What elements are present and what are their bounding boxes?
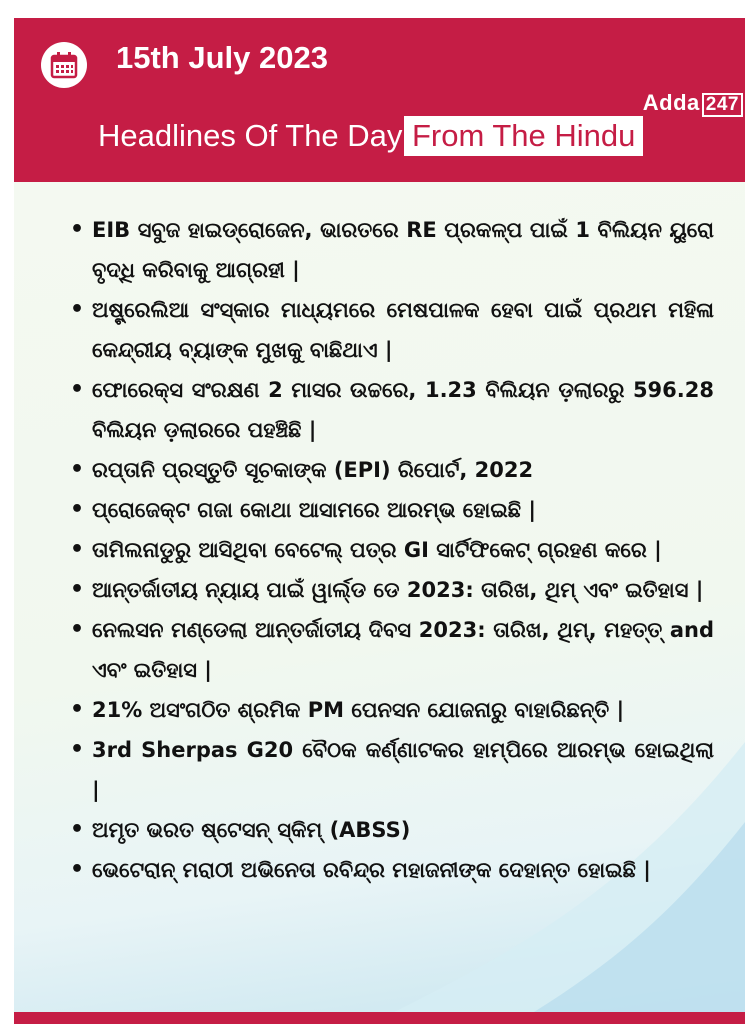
list-item: • ଆନ୍ତର୍ଜାତୀୟ ନ୍ୟାୟ ପାଇଁ ୱାର୍ଲ୍ଡ ଡେ 2023: ତାରିଖ, ଥିମ୍ ଏବଂ ଇତିହାସ | [66, 570, 714, 610]
list-item: • ଅଷ୍ଟ୍ରେଲିଆ ସଂସ୍କାର ମାଧ୍ୟମରେ ମେଷପାଳକ ହେବା ପାଇଁ ପ୍ରଥମ ମହିଳା କେନ୍ଦ୍ରୀୟ ବ୍ୟାଙ୍କ ମୁଖକୁ ବାଛିଥାଏ | [66, 290, 714, 370]
footer-band [14, 1012, 745, 1024]
list-item: • ନେଲସନ ମଣ୍ଡେଲା ଆନ୍ତର୍ଜାତୀୟ ଦିବସ 2023: ତାରିଖ, ଥିମ୍, ମହତ୍ତ୍ and ଏବଂ ଇତିହାସ | [66, 610, 714, 690]
list-item: • ତାମିଲନାଡୁରୁ ଆସିଥିବା ବେଟେଲ୍ ପତ୍ର GI ସାର୍ଟିଫିକେଟ୍ ଗ୍ରହଣ କରେ | [66, 530, 714, 570]
list-item: • ଭେଟେରାନ୍ ମରାଠୀ ଅଭିନେତା ରବିନ୍ଦ୍ର ମହାଜନୀଙ୍କ ଦେହାନ୍ତ ହୋଇଛି | [66, 850, 714, 890]
brand-box: 247 [702, 93, 743, 117]
header-banner [14, 18, 745, 182]
list-item: • 3rd Sherpas G20 ବୈଠକ କର୍ଣ୍ଣାଟକର ହାମ୍ପିରେ ଆରମ୍ଭ ହୋଇଥିଲା | [66, 730, 714, 810]
list-item: • ଅମୃତ ଭରତ ଷ୍ଟେସନ୍ ସ୍କିମ୍ (ABSS) [66, 810, 714, 850]
list-item: • ରପ୍ତାନି ପ୍ରସ୍ତୁତି ସୂଚକାଙ୍କ (EPI) ରିପୋର୍ଟ, 2022 [66, 450, 714, 490]
headline-list [66, 210, 714, 890]
list-item: • 21% ଅସଂଗଠିତ ଶ୍ରମିକ PM ପେନସନ ଯୋଜନାରୁ ବାହାରିଛନ୍ତି | [66, 690, 714, 730]
brand-logo [643, 90, 743, 117]
calendar-icon [41, 42, 87, 88]
brand-name: Adda [642, 90, 700, 115]
source-label: From The Hindu [404, 116, 643, 156]
page-title: Headlines Of The Day [98, 118, 403, 153]
headline-panel [14, 182, 745, 1012]
list-item: • ଫୋରେକ୍ସ ସଂରକ୍ଷଣ 2 ମାସର ଉଚ୍ଚରେ, 1.23 ବିଲିୟନ ଡ଼ଲାରରୁ 596.28 ବିଲିୟନ ଡ଼ଲାରରେ ପହଞ୍ଚିଛି | [66, 370, 714, 450]
list-item: • EIB ସବୁଜ ହାଇଡ୍ରୋଜେନ, ଭାରତରେ RE ପ୍ରକଳ୍ପ ପାଇଁ 1 ବିଲିୟନ ୟୁରୋ ବୃଦ୍ଧି କରିବାକୁ ଆଗ୍ରହୀ | [66, 210, 714, 290]
page-date: 15th July 2023 [116, 40, 328, 75]
list-item: • ପ୍ରୋଜେକ୍ଟ ଗଜା କୋଥା ଆସାମରେ ଆରମ୍ଭ ହୋଇଛି | [66, 490, 714, 530]
